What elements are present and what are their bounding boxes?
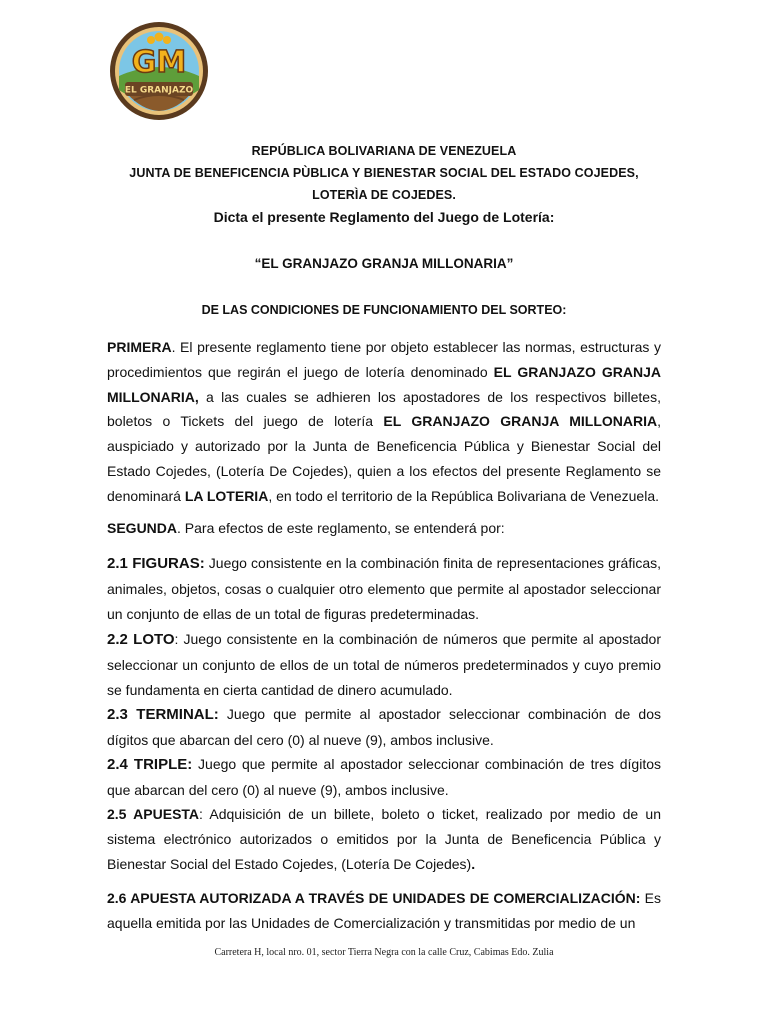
definition-2-6 xyxy=(107,886,661,936)
definition-2-3 xyxy=(107,702,661,753)
definition-text: Juego que permite al apostador seleccionar combinación de dos dígitos que abarcan del cero (0) al nueve (9), ambos inclusive. xyxy=(107,706,661,748)
definition-text: Es aquella emitida por las Unidades de Comercialización y transmitidas por medio de un xyxy=(107,890,662,931)
definition-2-1 xyxy=(107,551,661,626)
granjazo-logo xyxy=(108,20,210,122)
clause-primera-label: PRIMERA xyxy=(107,339,172,355)
logo-banner-text: EL GRANJAZO xyxy=(124,85,194,96)
regulation-title: “EL GRANJAZO GRANJA MILLONARIA” xyxy=(254,256,514,271)
clause-primera-bold-3: LA LOTERIA xyxy=(184,487,269,504)
header-dicta: Dicta el presente Reglamento del Juego de Lotería: xyxy=(213,209,555,225)
definition-2-4 xyxy=(107,752,661,803)
clause-segunda-text: . Para efectos de este reglamento, se entenderá por: xyxy=(177,520,505,536)
definition-label: 2.5 APUESTA xyxy=(107,806,200,822)
clause-segunda xyxy=(107,516,661,541)
header-junta: JUNTA DE BENEFICENCIA PÙBLICA Y BIENESTAR SOCIAL DEL ESTADO COJEDES, xyxy=(129,166,639,180)
definition-text: : Adquisición de un billete, boleto o ticket, realizado por medio de un sistema electrónico autorizados o emitidos por la Junta de Beneficencia Pública y Bienestar Social del Estado Cojedes, (Lotería De Cojedes) xyxy=(107,806,661,872)
footer-address: Carretera H, local nro. 01, sector Tierra Negra con la calle Cruz, Cabimas Edo. Zulia xyxy=(214,947,554,958)
clause-primera xyxy=(107,335,661,509)
document-header xyxy=(100,140,668,228)
clause-primera-text-3: , auspiciado y autorizado por la Junta de Beneficencia Pública y Bienestar Social del Estado Cojedes, (Lotería De Cojedes), quien a los efectos del presente Reglamento se denominará xyxy=(107,413,661,504)
clause-primera-bold-1: EL GRANJAZO GRANJA MILLONARIA, xyxy=(107,363,662,405)
section-heading: DE LAS CONDICIONES DE FUNCIONAMIENTO DEL SORTEO: xyxy=(201,303,567,317)
clause-primera-text-4: , en todo el territorio de la República Bolivariana de Venezuela. xyxy=(268,487,660,504)
definition-label: 2.3 TERMINAL: xyxy=(107,706,219,723)
definition-2-2 xyxy=(107,627,661,702)
header-republic: REPÚBLICA BOLIVARIANA DE VENEZUELA xyxy=(251,144,517,158)
logo-initials: GM xyxy=(131,45,187,80)
clause-segunda-label: SEGUNDA xyxy=(107,520,178,536)
definition-2-5 xyxy=(107,802,661,876)
definition-text: Juego consistente en la combinación finita de representaciones gráficas, animales, objetos, cosas o cualquier otro elemento que permite al apostador seleccionar un conjunto de ellas de un total de figuras predeterminadas. xyxy=(107,555,661,622)
definition-end: . xyxy=(471,855,476,872)
logo-graphic xyxy=(108,20,210,122)
definition-text: Juego que permite al apostador seleccionar combinación de tres dígitos que abarcan del cero (0) al nueve (9), ambos inclusive. xyxy=(107,756,661,798)
definition-text: : Juego consistente en la combinación de números que permite al apostador seleccionar un conjunto de ellos de un total de números predeterminados y cuyo premio se fundamenta en cierta cantidad de dinero acumulado. xyxy=(107,631,661,698)
clause-primera-text-2: a las cuales se adhieren los apostadores de los respectivos billetes, boletos o Tickets del juego de lotería xyxy=(107,388,661,430)
definition-label: 2.6 APUESTA AUTORIZADA A TRAVÉS DE UNIDADES DE COMERCIALIZACIÓN: xyxy=(107,890,641,906)
clause-primera-bold-2: EL GRANJAZO GRANJA MILLONARIA xyxy=(383,413,658,430)
definition-label: 2.2 LOTO xyxy=(107,631,175,648)
definition-label: 2.1 FIGURAS: xyxy=(107,555,205,572)
clause-primera-text-1: . El presente reglamento tiene por objeto establecer las normas, estructuras y procedimientos que regirán el juego de lotería denominado xyxy=(107,339,661,380)
header-loteria: LOTERÌA DE COJEDES. xyxy=(312,188,456,202)
definition-label: 2.4 TRIPLE: xyxy=(107,756,193,773)
